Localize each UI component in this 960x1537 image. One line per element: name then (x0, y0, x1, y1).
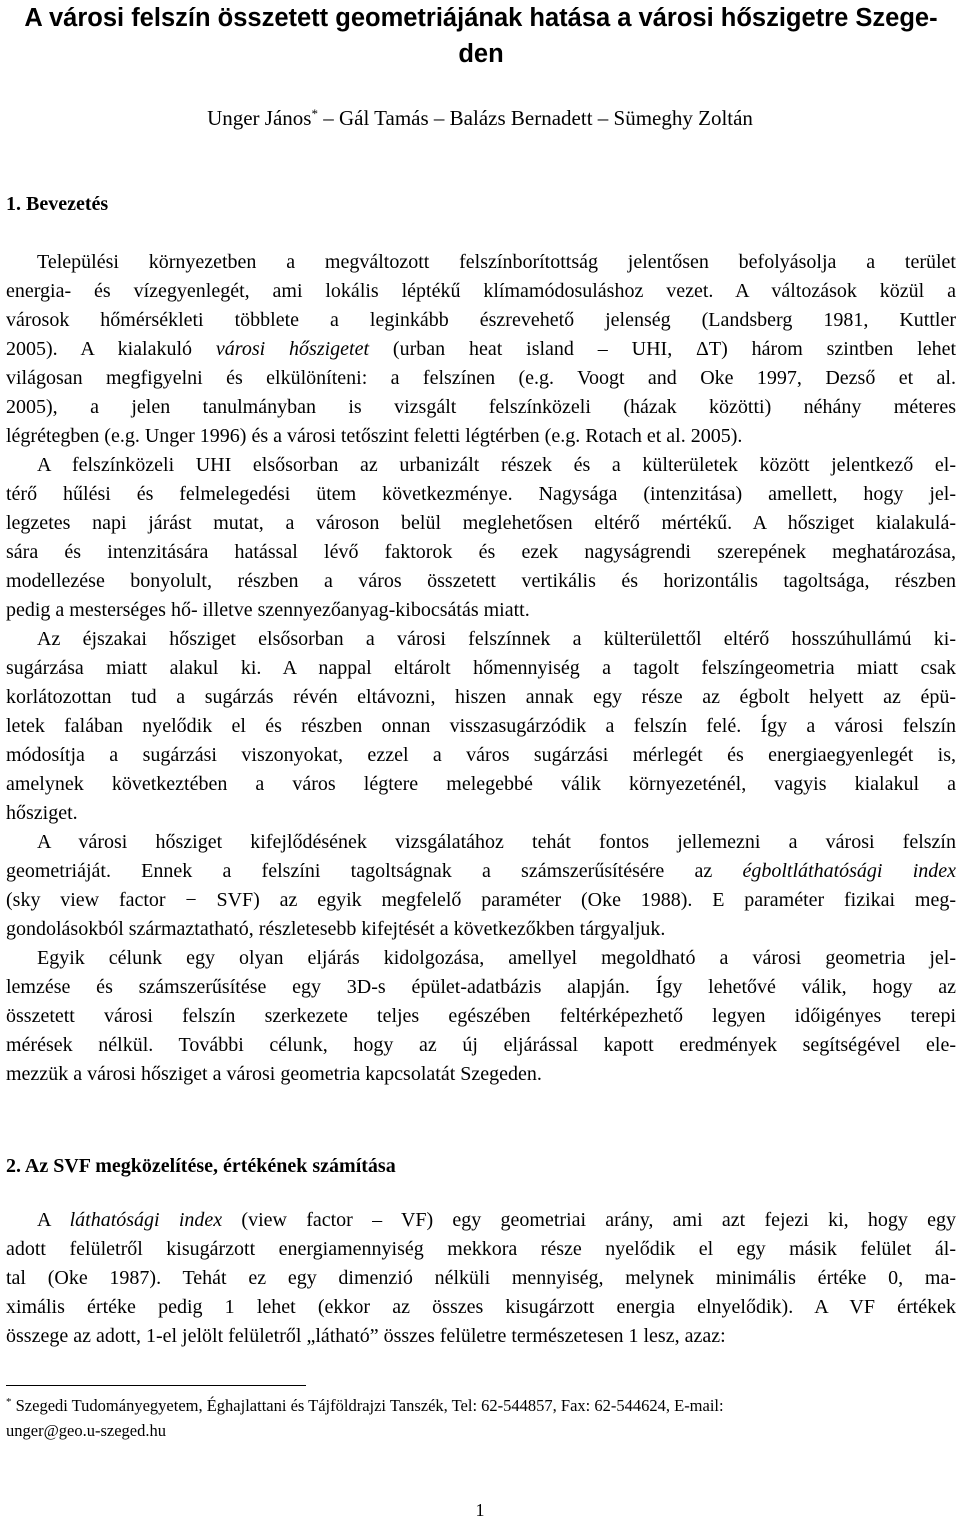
footnote-mark: * (6, 1396, 12, 1408)
section-2-body (6, 1206, 956, 1351)
text-line: gondolásokból származtatható, részletesebb kifejtését a következőkben tárgyaljuk. (6, 918, 666, 940)
paragraph-6 (6, 1206, 956, 1351)
text-line: geometriáját. Ennek a felszíni tagoltságnak a számszerűsítésére az égboltláthatósági index (6, 860, 957, 882)
footnote-affiliation: Szegedi Tudományegyetem, Éghajlattani és Tájföldrajzi Tanszék, Tel: 62-544857, Fax: 62-544624, E-mail: (11, 1396, 724, 1415)
text-line: modellezése bonyolult, részben a város összetett vertikális és horizontális tagoltsága, részben (6, 570, 956, 592)
text-line: összege az adott, 1-el jelölt felületről „látható” összes felületre természetesen 1 lesz, azaz: (6, 1325, 726, 1347)
text-line: világosan megfigyelni és elkülöníteni: a felszínen (e.g. Voogt and Oke 1997, Dezső et al. (6, 367, 956, 389)
footnote-divider (6, 1385, 306, 1386)
text-line: térő hűlési és felmelegedési ütem következménye. Nagysága (intenzitása) amellett, hogy jel- (6, 483, 956, 505)
text-line: 2005), a jelen tanulmányban is vizsgált felszínközeli (házak közötti) néhány méteres (6, 396, 956, 418)
text-line: (sky view factor − SVF) az egyik megfelelő paraméter (Oke 1988). E paraméter fizikai meg- (6, 889, 956, 911)
text-line: korlátozottan tud a sugárzás révén eltávozni, hiszen annak egy része az égbolt helyett az épü- (6, 686, 956, 708)
term-italic: láthatósági index (69, 1209, 223, 1231)
paragraph-1 (6, 248, 956, 451)
term-italic: városi hőszigetet (215, 338, 370, 360)
text-line: adott felületről kisugárzott energiamennyiség mekkora része nyelődik el egy másik felület ál- (6, 1238, 956, 1260)
section-heading-2: 2. Az SVF megközelítése, értékének számítása (6, 1155, 396, 1177)
section-1-body (6, 248, 956, 1089)
text-line: városok hőmérsékleti többlete a leginkább észrevehető jelenség (Landsberg 1981, Kuttler (6, 309, 956, 331)
author-list (0, 104, 960, 132)
footnote-email: unger@geo.u-szeged.hu (6, 1421, 166, 1440)
paragraph-4 (6, 828, 956, 944)
section-heading-1: 1. Bevezetés (6, 193, 109, 215)
text-line: módosítja a sugárzási viszonyokat, ezzel a város sugárzási mérlegét és energiaegyenlegét is, (6, 744, 956, 766)
paragraph-3 (6, 625, 956, 828)
text-line: legzetes napi járást mutat, a városon belül meglehetősen eltérő mértékű. A hősziget kialakulá- (6, 512, 956, 534)
footnote (6, 1393, 936, 1443)
text-line: A felszínközeli UHI elsősorban az urbanizált részek és a külterületek között jelentkező el- (37, 454, 956, 476)
text-line: légrétegben (e.g. Unger 1996) és a városi tetőszint feletti légtérben (e.g. Rotach et al. 2005). (6, 425, 743, 447)
paper-title (6, 0, 956, 72)
text-line: ximális értéke pedig 1 lehet (ekkor az összes kisugárzott energia elnyelődik). A VF értékek (6, 1296, 956, 1318)
text-line: tal (Oke 1987). Tehát ez egy dimenzió nélküli mennyiség, melynek minimális értéke 0, ma- (6, 1267, 956, 1289)
page-number: 1 (475, 1500, 485, 1520)
text-line: Egyik célunk egy olyan eljárás kidolgozása, amellyel megoldható a városi geometria jel- (37, 947, 956, 969)
text-line: összetett városi felszín szerkezete teljes egészében feltérképezhető legyen időigényes terepi (6, 1005, 956, 1027)
text-line: 2005). A kialakuló városi hőszigetet (urban heat island – UHI, ΔT) három szintben lehet (6, 338, 957, 360)
text-line: A láthatósági index (view factor – VF) egy geometriai arány, ami azt fejezi ki, hogy egy (37, 1209, 957, 1231)
text-line: lemzése és számszerűsítése egy 3D-s épület-adatbázis alapján. Így lehetővé válik, hogy az (6, 976, 956, 998)
text-line: sára és intenzitására hatással lévő faktorok és ezek nagyságrendi szerepének meghatározása, (6, 541, 956, 563)
text-line: pedig a mesterséges hő- illetve szennyezőanyag-kibocsátás miatt. (6, 599, 530, 621)
text-line: letek falában nyelődik el és részben onnan visszasugárzódik a felszín felé. Így a városi felszín (6, 715, 956, 737)
text-line: Települési környezetben a megváltozott felszínborítottság jelentősen befolyásolja a terület (37, 251, 956, 273)
text-line: mezzük a városi hősziget a városi geometria kapcsolatát Szegeden. (6, 1063, 542, 1085)
text-line: Az éjszakai hősziget elsősorban a városi felszínnek a külterülettől eltérő hosszúhullámú ki- (37, 628, 956, 650)
term-italic: égboltláthatósági index (742, 860, 957, 882)
author-first: Unger János (207, 106, 312, 130)
text-line: A városi hősziget kifejlődésének vizsgálatához tehát fontos jellemezni a városi felszín (37, 831, 956, 853)
text-line: amelynek következtében a város légtere melegebbé válik környezeténél, vagyis kialakul a (6, 773, 956, 795)
text-line: sugárzása miatt alakul ki. A nappal eltárolt hőmennyiség a tagolt felszíngeometria miatt csak (6, 657, 956, 679)
paragraph-2 (6, 451, 956, 625)
text-line: mérések nélkül. További célunk, hogy az új eljárással kapott eredmények segítségével ele- (6, 1034, 956, 1056)
title-line-1: A városi felszín összetett geometriájának hatása a városi hőszigetre Szege- (24, 4, 938, 32)
text-line: energia- és vízegyenlegét, ami lokális léptékű klímamódosuláshoz vezet. A változások közül a (6, 280, 956, 302)
author-rest: – Gál Tamás – Balázs Bernadett – Sümeghy Zoltán (317, 106, 753, 130)
paragraph-5 (6, 944, 956, 1089)
author-footnote-mark: * (311, 106, 318, 121)
text-line: hősziget. (6, 802, 78, 824)
title-line-2: den (458, 40, 504, 68)
